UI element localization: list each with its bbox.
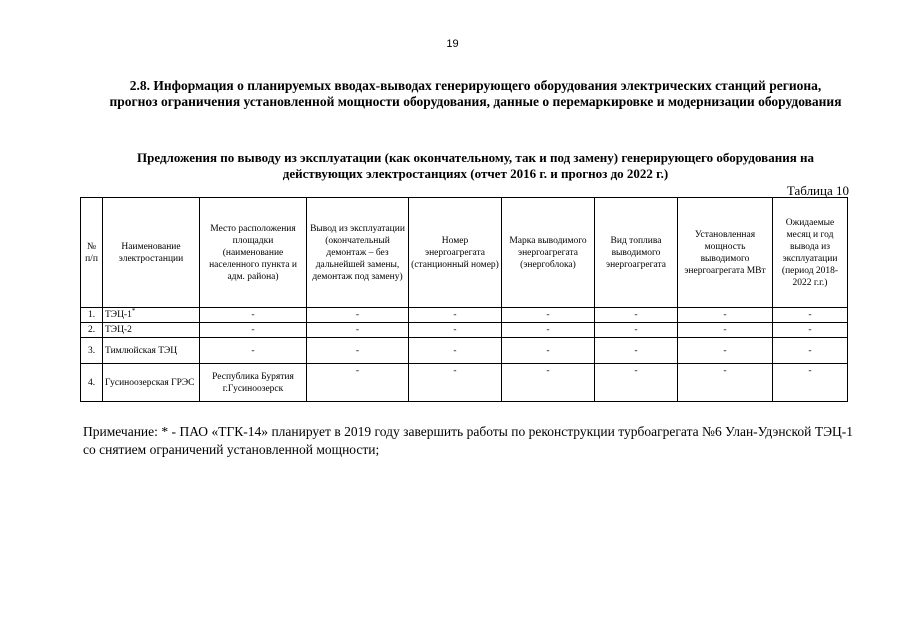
cell-fuel-type: - — [595, 338, 678, 364]
cell-unit-number: - — [409, 338, 502, 364]
table-caption: Таблица 10 — [786, 183, 849, 198]
cell-unit-brand: - — [502, 364, 595, 402]
header-fuel-type: Вид топлива выводимого энергоагрегата — [595, 198, 678, 308]
table-row — [81, 308, 848, 323]
cell-unit-number: - — [409, 323, 502, 338]
station-name: Гусиноозерская ГРЭС — [103, 364, 200, 402]
header-installed-capacity: Установленная мощность выводимого энергоагрегата МВт — [678, 198, 773, 308]
row-num: 1. — [81, 308, 103, 323]
cell-installed-capacity: - — [678, 364, 773, 402]
cell-installed-capacity: - — [678, 308, 773, 323]
cell-unit-brand: - — [502, 323, 595, 338]
table-row — [81, 338, 848, 364]
cell-fuel-type: - — [595, 323, 678, 338]
station-name — [103, 308, 200, 323]
footnote-mark: * — [131, 306, 136, 315]
header-removal-type: Вывод из эксплуатации (окончательный демонтаж – без дальнейшей замены, демонтаж под замену) — [307, 198, 409, 308]
cell-removal-type: - — [307, 364, 409, 402]
header-num: № п/п — [81, 198, 103, 308]
header-location: Место расположения площадки (наименование населенного пункта и адм. района) — [200, 198, 307, 308]
table-header-row — [81, 198, 848, 308]
row-num: 2. — [81, 323, 103, 338]
cell-unit-brand: - — [502, 338, 595, 364]
station-name: Тимлюйская ТЭЦ — [103, 338, 200, 364]
cell-installed-capacity: - — [678, 323, 773, 338]
footnote: Примечание: * - ПАО «ТГК-14» планирует в 2019 году завершить работы по реконструкции турбоагрегата №6 Улан-Удэнской ТЭЦ-1 со снятием ограничений установленной мощности; — [83, 424, 853, 457]
cell-unit-number: - — [409, 364, 502, 402]
cell-installed-capacity: - — [678, 338, 773, 364]
header-expected-date: Ожидаемые месяц и год вывода из эксплуатации (период 2018-2022 г.г.) — [773, 198, 848, 308]
header-unit-brand: Марка выводимого энергоагрегата (энергоблока) — [502, 198, 595, 308]
decommission-table — [80, 197, 848, 402]
cell-location: - — [200, 308, 307, 323]
header-unit-number: Номер энергоагрегата (станционный номер) — [409, 198, 502, 308]
cell-fuel-type: - — [595, 308, 678, 323]
proposal-title: Предложения по выводу из эксплуатации (как окончательному, так и под замену) генерирующего оборудования на действующих электростанциях (отчет 2016 г. и прогноз до 2022 г.) — [137, 150, 814, 181]
station-name-text: ТЭЦ-1 — [105, 310, 132, 320]
header-station-name: Наименование электростанции — [103, 198, 200, 308]
cell-expected-date: - — [773, 338, 848, 364]
row-num: 3. — [81, 338, 103, 364]
table-row — [81, 323, 848, 338]
station-name: ТЭЦ-2 — [103, 323, 200, 338]
section-title: 2.8. Информация о планируемых вводах-выводах генерирующего оборудования электрических станций региона, прогноз ограничения установленной мощности оборудования, данные о перемаркировке и модернизации оборудования — [109, 78, 842, 109]
cell-location: - — [200, 338, 307, 364]
cell-unit-number: - — [409, 308, 502, 323]
cell-removal-type: - — [307, 323, 409, 338]
cell-expected-date: - — [773, 364, 848, 402]
table-row — [81, 364, 848, 402]
row-num: 4. — [81, 364, 103, 402]
cell-removal-type: - — [307, 338, 409, 364]
cell-location: - — [200, 323, 307, 338]
cell-expected-date: - — [773, 308, 848, 323]
cell-expected-date: - — [773, 323, 848, 338]
cell-unit-brand: - — [502, 308, 595, 323]
cell-removal-type: - — [307, 308, 409, 323]
page-number: 19 — [446, 38, 459, 50]
cell-fuel-type: - — [595, 364, 678, 402]
cell-location: Республика Бурятия г.Гусиноозерск — [200, 364, 307, 402]
